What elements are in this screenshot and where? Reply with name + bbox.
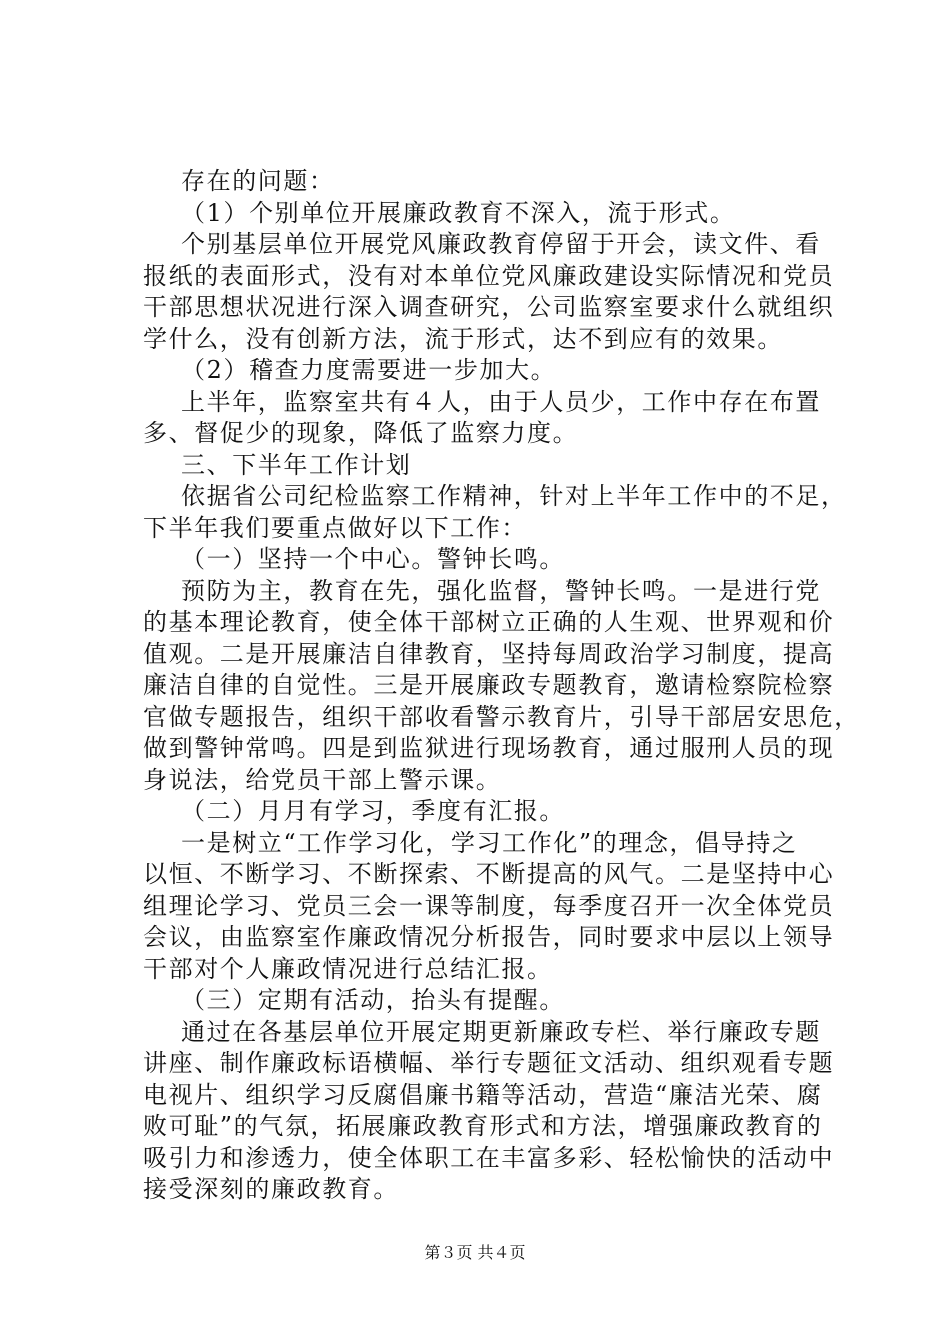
paragraph-line: 值观。二是开展廉洁自律教育，坚持每周政治学习制度，提高 xyxy=(143,639,835,668)
paragraph-line: 干部对个人廉政情况进行总结汇报。 xyxy=(143,954,553,983)
paragraph-line: 败可耻”的气氛，拓展廉政教育形式和方法，增强廉政教育的 xyxy=(143,1112,823,1140)
paragraph-line: 做到警钟常鸣。四是到监狱进行现场教育，通过服刑人员的现 xyxy=(143,734,835,762)
list-heading: （2）稽查力度需要进一步加大。 xyxy=(181,356,557,384)
section-heading: 三、下半年工作计划 xyxy=(181,450,412,479)
paragraph-line: 预防为主，教育在先，强化监督，警钟长鸣。一是进行党 xyxy=(181,576,821,605)
paragraph-line: 讲座、制作廉政标语横幅、举行专题征文活动、组织观看专题 xyxy=(143,1049,835,1077)
list-heading: （1）个别单位开展廉政教育不深入，流于形式。 xyxy=(181,198,736,227)
paragraph-line: 个别基层单位开展党风廉政教育停留于开会，读文件、看 xyxy=(181,230,821,258)
paragraph-line: 一是树立“工作学习化，学习工作化”的理念，倡导持之 xyxy=(181,828,798,857)
paragraph-line: 的基本理论教育，使全体干部树立正确的人生观、世界观和价 xyxy=(143,608,835,636)
list-heading: （一）坚持一个中心。警钟长鸣。 xyxy=(181,545,565,573)
list-heading: （二）月月有学习，季度有汇报。 xyxy=(181,797,565,825)
paragraph-line: 以恒、不断学习、不断探索、不断提高的风气。二是坚持中心 xyxy=(143,860,835,888)
paragraph-line: 廉洁自律的自觉性。三是开展廉政专题教育，邀请检察院检察 xyxy=(143,671,835,699)
paragraph-line: 干部思想状况进行深入调查研究，公司监察室要求什么就组织 xyxy=(143,293,835,321)
paragraph-line: 身说法，给党员干部上警示课。 xyxy=(143,765,502,794)
paragraph-line: 存在的问题： xyxy=(181,167,335,195)
paragraph-line: 会议，由监察室作廉政情况分析报告，同时要求中层以上领导 xyxy=(143,923,835,951)
paragraph-line: 组理论学习、党员三会一课等制度，每季度召开一次全体党员 xyxy=(143,891,835,920)
paragraph-line: 依据省公司纪检监察工作精神，针对上半年工作中的不足， xyxy=(181,482,847,510)
paragraph-line: 报纸的表面形式，没有对本单位党风廉政建设实际情况和党员 xyxy=(143,261,835,290)
paragraph-line: 下半年我们要重点做好以下工作： xyxy=(143,513,527,542)
paragraph-line: 上半年，监察室共有４人，由于人员少，工作中存在布置 xyxy=(181,387,821,416)
paragraph-line: 吸引力和渗透力，使全体职工在丰富多彩、轻松愉快的活动中 xyxy=(143,1143,835,1172)
paragraph-line: 通过在各基层单位开展定期更新廉政专栏、举行廉政专题 xyxy=(181,1017,821,1046)
paragraph-line: 接受深刻的廉政教育。 xyxy=(143,1175,399,1203)
paragraph-line: 官做专题报告，组织干部收看警示教育片，引导干部居安思危， xyxy=(143,702,860,731)
paragraph-line: 多、督促少的现象，降低了监察力度。 xyxy=(143,419,579,447)
paragraph-line: 电视片、组织学习反腐倡廉书籍等活动，营造“廉洁光荣、腐 xyxy=(143,1080,823,1109)
page-number-footer: 第３页 共４页 xyxy=(424,1243,526,1262)
paragraph-line: 学什么，没有创新方法，流于形式，达不到应有的效果。 xyxy=(143,324,783,353)
list-heading: （三）定期有活动，抬头有提醒。 xyxy=(181,986,565,1014)
